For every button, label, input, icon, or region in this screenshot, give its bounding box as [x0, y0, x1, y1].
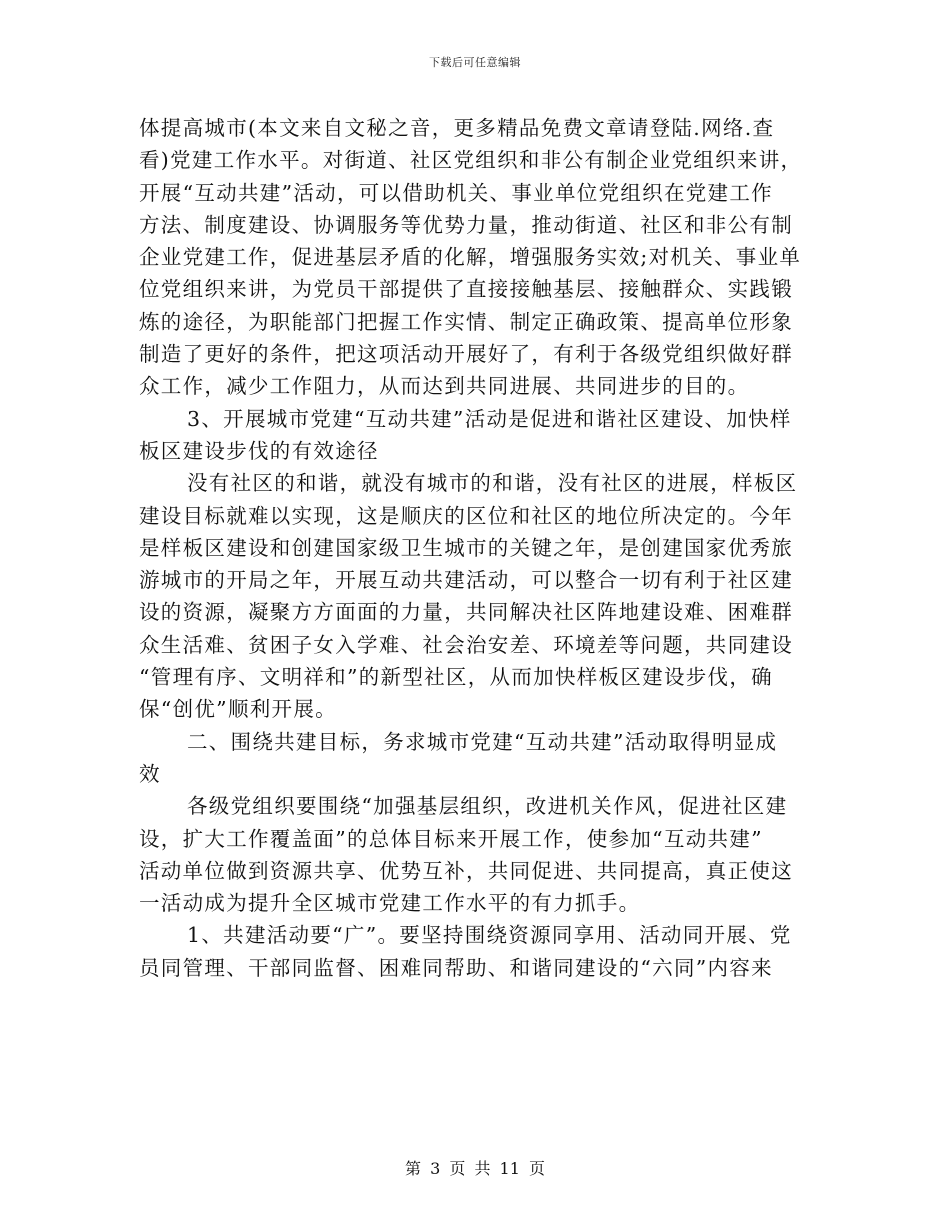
- text-line: 员同管理、干部同监督、困难同帮助、和谐同建设的“六同”内容来: [139, 955, 773, 980]
- text-line: 方法、制度建设、协调服务等优势力量，推动街道、社区和非公有制: [139, 212, 793, 237]
- text-line: 众生活难、贫困子女入学难、社会治安差、环境差等问题，共同建设: [139, 632, 793, 657]
- text-line: 建设目标就难以实现，这是顺庆的区位和社区的地位所决定的。今年: [139, 503, 793, 528]
- text-line: 位党组织来讲，为党员干部提供了直接接触基层、接触群众、实践锻: [139, 277, 793, 302]
- text-line: 板区建设步伐的有效途径: [139, 438, 379, 463]
- text-line: 效: [139, 761, 161, 786]
- text-line: 体提高城市(本文来自文秘之音，更多精品免费文章请登陆.网络.查: [139, 116, 775, 140]
- text-line: 游城市的开局之年，开展互动共建活动，可以整合一切有利于社区建: [139, 568, 793, 593]
- text-line: “管理有序、文明祥和”的新型社区，从而加快样板区建设步伐，确: [139, 665, 773, 690]
- page-number-footer: 第 3 页 共 11 页: [405, 1159, 545, 1178]
- page-header: 下载后可任意编辑: [429, 56, 521, 69]
- paragraph: [139, 790, 799, 919]
- text-line: 没有社区的和谐，就没有城市的和谐，没有社区的进展，样板区: [187, 471, 798, 496]
- text-line: 二、围绕共建目标，务求城市党建“互动共建”活动取得明显成: [187, 729, 778, 754]
- document-body: [139, 112, 803, 984]
- text-line: 活动单位做到资源共享、优势互补，共同促进、共同提高，真正使这: [139, 858, 793, 883]
- text-line: 制造了更好的条件，把这项活动开展好了，有利于各级党组织做好群: [139, 342, 793, 367]
- paragraph: [139, 919, 799, 984]
- text-line: 炼的途径，为职能部门把握工作实情、制定正确政策、提高单位形象: [139, 309, 793, 334]
- text-line: 开展“互动共建”活动，可以借助机关、事业单位党组织在党建工作: [139, 180, 773, 205]
- text-line: 设，扩大工作覆盖面”的总体目标来开展工作，使参加“互动共建”: [139, 826, 763, 851]
- text-line: 企业党建工作，促进基层矛盾的化解，增强服务实效;对机关、事业单: [139, 245, 802, 270]
- paragraph: [139, 467, 799, 725]
- paragraph: [139, 403, 799, 468]
- text-line: 保“创优”顺利开展。: [139, 697, 337, 722]
- text-line: 1、共建活动要“广”。要坚持围绕资源同享用、活动同开展、党: [187, 923, 792, 948]
- paragraph: [139, 726, 799, 791]
- text-line: 众工作，减少工作阻力，从而达到共同进展、共同进步的目的。: [139, 374, 750, 399]
- text-line: 是样板区建设和创建国家级卫生城市的关键之年，是创建国家优秀旅: [139, 535, 793, 560]
- paragraph: [139, 112, 803, 403]
- text-line: 3、开展城市党建“互动共建”活动是促进和谐社区建设、加快样: [187, 406, 792, 431]
- text-line: 设的资源，凝聚方方面面的力量，共同解决社区阵地建设难、困难群: [139, 600, 793, 625]
- text-line: 看)党建工作水平。对街道、社区党组织和非公有制企业党组织来讲，: [139, 148, 803, 173]
- text-line: 各级党组织要围绕“加强基层组织，改进机关作风，促进社区建: [187, 794, 788, 819]
- text-line: 一活动成为提升全区城市党建工作水平的有力抓手。: [139, 891, 641, 916]
